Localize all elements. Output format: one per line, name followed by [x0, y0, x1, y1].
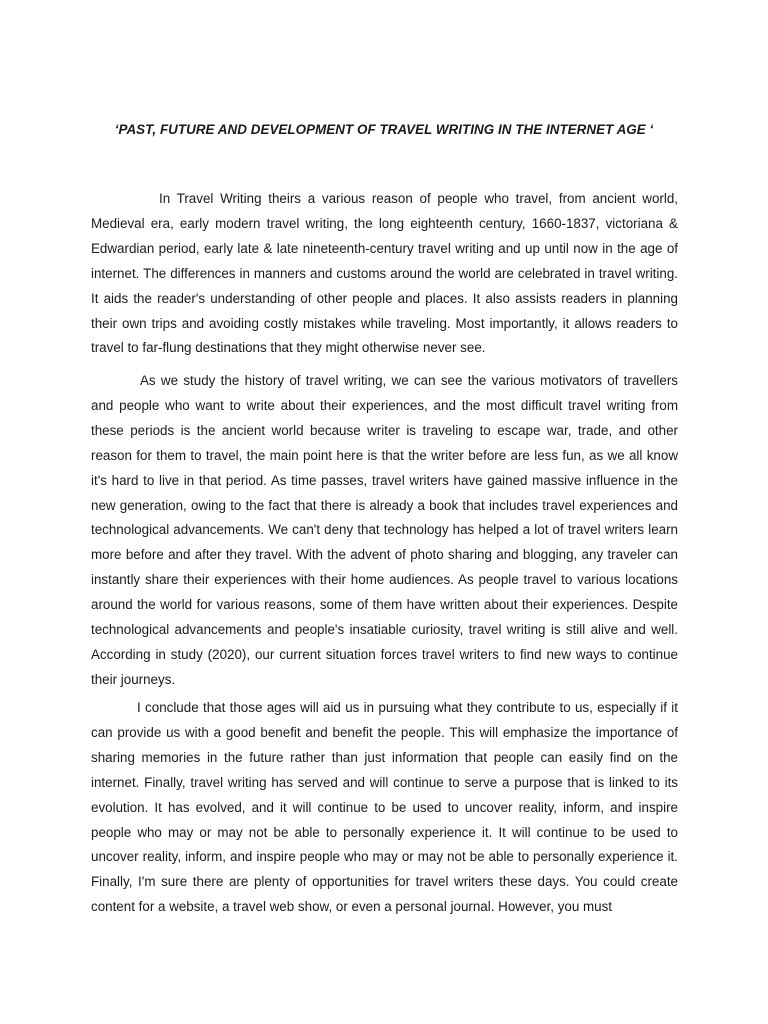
- document-title: ‘PAST, FUTURE AND DEVELOPMENT OF TRAVEL WRITING IN THE INTERNET AGE ‘: [114, 122, 654, 137]
- paragraph-2: [91, 369, 678, 693]
- paragraph-3: [91, 696, 678, 920]
- paragraph-2-text: As we study the history of travel writing, we can see the various motivators of travellers and people who want to write about their experiences, and the most difficult travel writing from these periods is the ancient world because writer is traveling to escape war, trade, and other reason for them to travel, the main point here is that the writer before are less fun, as we all know it's hard to live in that period. As time passes, travel writers have gained massive influence in the new generation, owing to the fact that there is already a book that includes travel experiences and technological advancements. We can't deny that technology has helped a lot of travel writers learn more before and after they travel. With the advent of photo sharing and blogging, any traveler can instantly share their experiences with their home audiences. As people travel to various locations around the world for various reasons, some of them have written about their experiences. Despite technological advancements and people's insatiable curiosity, travel writing is still alive and well. According in study (2020), our current situation forces travel writers to find new ways to continue their journeys.: [91, 373, 678, 687]
- paragraph-3-text: I conclude that those ages will aid us in pursuing what they contribute to us, especially if it can provide us with a good benefit and benefit the people. This will emphasize the importance of sharing memories in the future rather than just information that people can easily find on the internet. Finally, travel writing has served and will continue to serve a purpose that is linked to its evolution. It has evolved, and it will continue to be used to uncover reality, inform, and inspire people who may or may not be able to personally experience it. It will continue to be used to uncover reality, inform, and inspire people who may or may not be able to personally experience it. Finally, I'm sure there are plenty of opportunities for travel writers these days. You could create content for a website, a travel web show, or even a personal journal. However, you must: [91, 700, 678, 915]
- paragraph-1: [91, 187, 678, 361]
- paragraph-1-text: In Travel Writing theirs a various reason of people who travel, from ancient world, Medieval era, early modern travel writing, the long eighteenth century, 1660-1837, victoriana & Edwardian period, early late & late nineteenth-century travel writing and up until now in the age of internet. The differences in manners and customs around the world are celebrated in travel writing. It aids the reader's understanding of other people and places. It also assists readers in planning their own trips and avoiding costly mistakes while traveling. Most importantly, it allows readers to travel to far-flung destinations that they might otherwise never see.: [91, 191, 678, 356]
